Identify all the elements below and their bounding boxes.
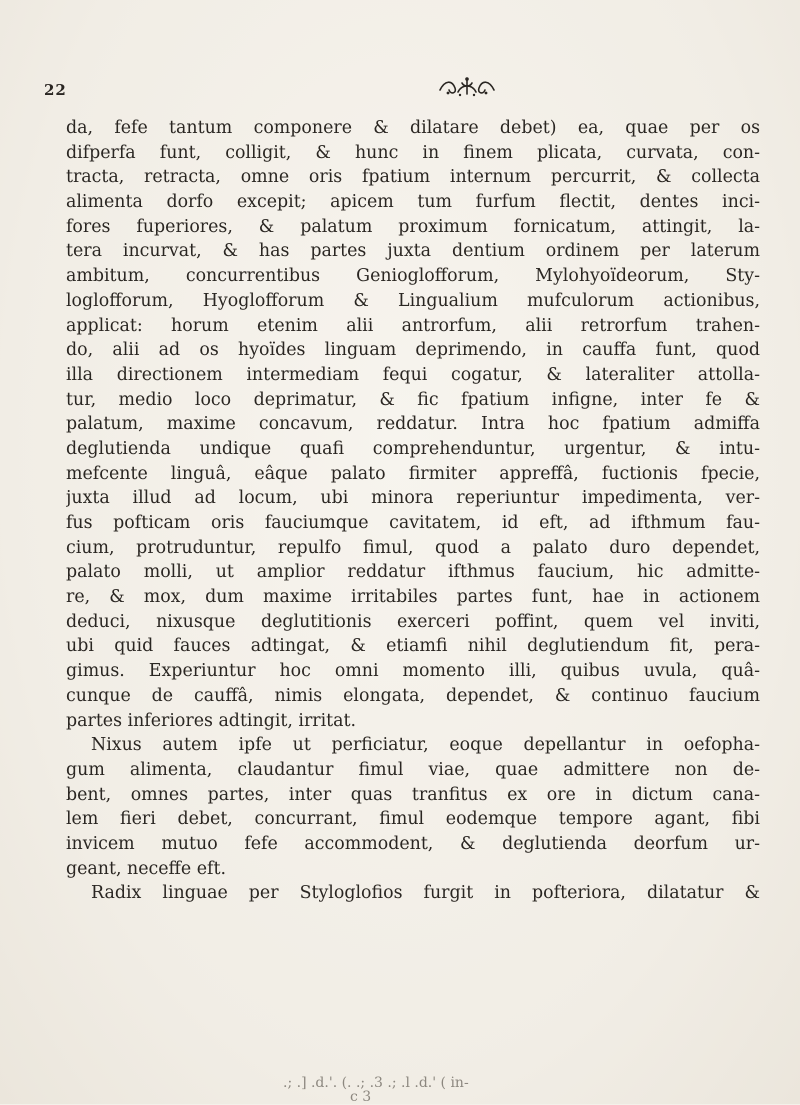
text-line: fus pofticam oris fauciumque cavitatem, id eft, ad ifthmum fau- [66,513,760,533]
text-line: da, fefe tantum componere & dilatare debet) ea, quae per os [66,118,760,138]
text-line: palatum, maxime concavum, reddatur. Intra hoc fpatium admiffa [66,414,760,435]
text-line: do, alii ad os hyoïdes linguam deprimendo, in cauffa funt, quod [66,340,760,361]
paragraph-start-line: Radix linguae per Styloglofios furgit in pofteriora, dilatatur & [91,883,760,904]
text-line: geant, neceffe eft. [66,858,226,879]
text-line: illa directionem intermediam fequi cogatur, & lateraliter attolla- [66,364,760,385]
latin-text-body [66,116,760,906]
text-line: gum alimenta, claudantur fimul viae, quae admittere non de- [66,759,760,780]
text-line: invicem mutuo fefe accommodent, & deglutienda deorfum ur- [66,833,760,854]
text-line: ambitum, concurrentibus Genioglofforum, Mylohyoïdeorum, Sty- [66,266,760,287]
text-line: re, & mox, dum maxime irritabiles partes funt, hae in actionem [66,587,760,608]
text-line: mefcente linguâ, eâque palato firmiter appreffâ, fuctionis fpecie, [66,463,760,484]
text-line: tur, medio loco deprimatur, & fic fpatium infigne, inter fe & [66,389,760,410]
text-line: tera incurvat, & has partes juxta dentium ordinem per laterum [66,241,760,262]
fleuron-ornament-icon [436,76,498,98]
text-line: applicat: horum etenim alii antrorfum, alii retrorfum trahen- [66,315,760,336]
page-number: 22 [44,81,67,99]
text-line: lem fieri debet, concurrant, fimul eodemque tempore agant, fibi [66,809,760,830]
text-line: partes inferiores adtingit, irritat. [66,710,357,731]
text-line: tracta, retracta, omne oris fpatium internum percurrit, & collecta [66,167,760,188]
text-line: alimenta dorfo excepit; apicem tum furfum flectit, dentes inci- [66,192,760,213]
text-line: palato molli, ut amplior reddatur ifthmus faucium, hic admitte- [66,562,760,583]
text-line: loglofforum, Hyoglofforum & Lingualium mufculorum actionibus, [66,290,760,311]
bleed-through-text: .; .] .d.'. (. .; .3 .; .l .d.' ( in- [283,1075,469,1091]
text-line: juxta illud ad locum, ubi minora reperiuntur impedimenta, ver- [66,488,760,509]
paragraph-start-line: Nixus autem ipfe ut perficiatur, eoque depellantur in oefopha- [91,735,760,756]
text-line: deglutienda undique quafi comprehenduntur, urgentur, & intu- [66,438,760,459]
text-line: cunque de cauffâ, nimis elongata, dependet, & continuo faucium [66,685,760,706]
signature-mark: c 3 [350,1089,372,1105]
text-line: deduci, nixusque deglutitionis exerceri poffint, quem vel inviti, [66,611,760,632]
text-line: difperfa funt, colligit, & hunc in finem plicata, curvata, con- [66,142,760,163]
text-line: bent, omnes partes, inter quas tranfitus ex ore in dictum cana- [66,784,760,805]
text-line: cium, protruduntur, repulfo fimul, quod a palato duro dependet, [66,537,760,558]
text-line: ubi quid fauces adtingat, & etiamfi nihil deglutiendum fit, pera- [66,636,760,657]
text-line: gimus. Experiuntur hoc omni momento illi, quibus uvula, quâ- [66,661,760,682]
text-line: fores fuperiores, & palatum proximum fornicatum, attingit, la- [66,216,760,237]
